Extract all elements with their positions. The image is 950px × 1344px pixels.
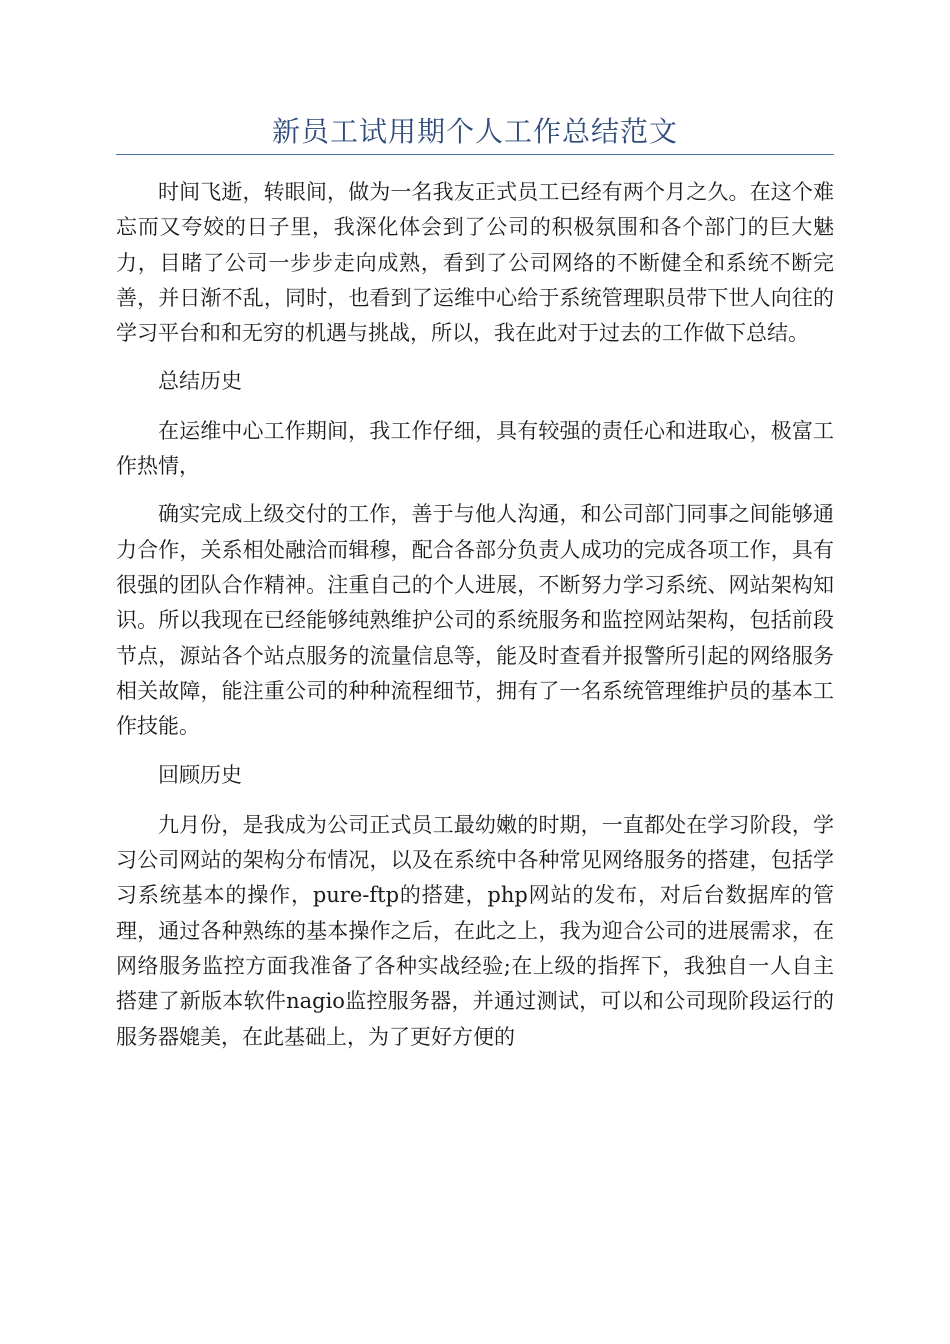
- paragraph-intro: 时间飞逝，转眼间，做为一名我友正式员工已经有两个月之久。在这个难忘而又夸姣的日子里，我深化体会到了公司的积极氛围和各个部门的巨大魅力，目睹了公司一步步走向成熟，看到了公司网络的不断健全和系统不断完善，并日渐不乱，同时，也看到了运维中心给于系统管理职员带下世人向往的学习平台和和无穷的机遇与挑战，所以，我在此对于过去的工作做下总结。: [116, 180, 834, 346]
- title-underline: [116, 154, 834, 155]
- paragraph-attitude: 在运维中心工作期间，我工作仔细，具有较强的责任心和进取心，极富工作热情，: [116, 418, 834, 479]
- section-heading-review: 回顾历史: [158, 763, 242, 788]
- document-body: [116, 175, 834, 1055]
- paragraph-september: 九月份，是我成为公司正式员工最幼嫩的时期，一直都处在学习阶段，学习公司网站的架构分布情况，以及在系统中各种常见网络服务的搭建，包括学习系统基本的操作，pure-ftp的搭建，php网站的发布，对后台数据库的管理，通过各种熟练的基本操作之后，在此之上，我为迎合公司的进展需求，在网络服务监控方面我准备了各种实战经验;在上级的指挥下，我独自一人自主搭建了新版本软件nagio监控服务器，并通过测试，可以和公司现阶段运行的服务器媲美，在此基础上，为了更好方便的: [116, 812, 834, 1049]
- document-title: 新员工试用期个人工作总结范文: [271, 115, 678, 148]
- paragraph-skills: 确实完成上级交付的工作，善于与他人沟通，和公司部门同事之间能够通力合作，关系相处融洽而辑穆，配合各部分负责人成功的完成各项工作，具有很强的团队合作精神。注重自己的个人进展，不断努力学习系统、网站架构知识。所以我现在已经能够纯熟维护公司的系统服务和监控网站架构，包括前段节点，源站各个站点服务的流量信息等，能及时查看并报警所引起的网络服务相关故障，能注重公司的种种流程细节，拥有了一名系统管理维护员的基本工作技能。: [116, 502, 834, 739]
- section-heading-summary: 总结历史: [158, 369, 242, 394]
